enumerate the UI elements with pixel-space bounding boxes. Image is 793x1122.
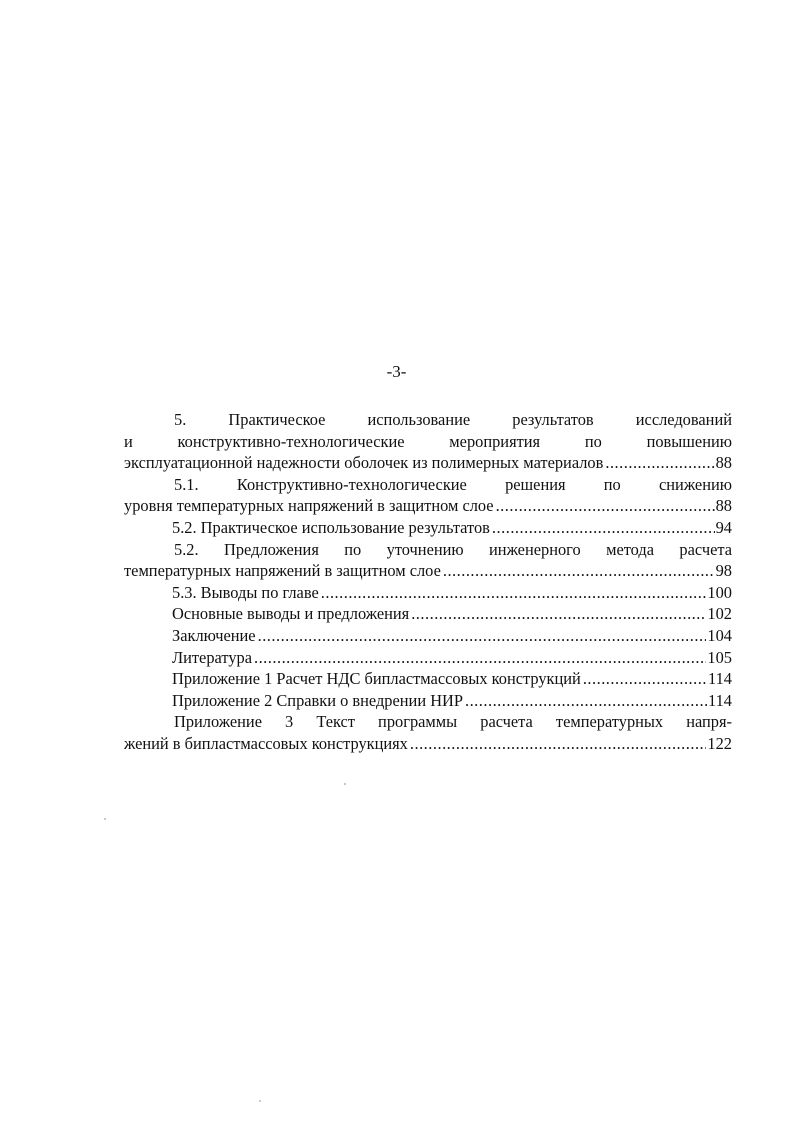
toc-entry-appendix-1[interactable] xyxy=(124,668,732,690)
dot-leader xyxy=(583,668,707,690)
toc-entry-line: 5. Практическое использование результатов исследований xyxy=(174,410,732,429)
toc-page-number: 88 xyxy=(715,453,732,473)
table-of-contents xyxy=(124,409,732,755)
toc-entry-appendix-2[interactable] xyxy=(124,690,732,712)
toc-entry-line: эксплуатационной надежности оболочек из полимерных материалов xyxy=(124,453,604,473)
toc-entry-title: 5.2. Практическое использование результатов xyxy=(172,517,490,537)
page-number: -3- xyxy=(386,362,407,381)
toc-entry-line: и конструктивно-технологические мероприятия по повышению xyxy=(124,431,732,451)
dot-leader xyxy=(605,452,714,474)
dot-leader xyxy=(410,733,707,755)
dot-leader xyxy=(496,495,715,517)
toc-entry-conclusions[interactable] xyxy=(124,603,732,625)
toc-page-number: 88 xyxy=(715,496,732,516)
scan-speck xyxy=(104,818,106,820)
toc-entry-literature[interactable] xyxy=(124,647,732,669)
toc-entry-line: жений в бипластмассовых конструкциях xyxy=(124,733,408,753)
dot-leader xyxy=(492,517,715,539)
toc-entry-5[interactable] xyxy=(124,409,732,474)
toc-entry-line: уровня температурных напряжений в защитном слое xyxy=(124,496,494,516)
dot-leader xyxy=(254,647,706,669)
toc-entry-title: Приложение 2 Справки о внедрении НИР xyxy=(172,690,463,710)
toc-page-number: 122 xyxy=(707,733,732,753)
toc-entry-5-2-usage[interactable] xyxy=(124,517,732,539)
toc-entry-title: 5.3. Выводы по главе xyxy=(172,582,319,602)
toc-entry-5-3[interactable] xyxy=(124,582,732,604)
toc-page-number: 98 xyxy=(715,561,732,581)
toc-entry-title: Приложение 1 Расчет НДС бипластмассовых конструкций xyxy=(172,669,581,689)
toc-page-number: 104 xyxy=(707,625,732,645)
toc-page-number: 102 xyxy=(707,604,732,624)
toc-page-number: 94 xyxy=(715,517,732,537)
scan-speck xyxy=(344,783,346,785)
toc-entry-line: 5.2. Предложения по уточнению инженерного метода расчета xyxy=(174,539,732,559)
toc-entry-appendix-3[interactable] xyxy=(124,711,732,754)
dot-leader xyxy=(321,582,707,604)
toc-page-number: 114 xyxy=(708,690,732,710)
toc-entry-summary[interactable] xyxy=(124,625,732,647)
scan-speck xyxy=(259,1100,261,1102)
toc-entry-line: температурных напряжений в защитном слое xyxy=(124,561,441,581)
toc-entry-title: Основные выводы и предложения xyxy=(172,604,410,624)
toc-entry-title: Литература xyxy=(172,647,252,667)
dot-leader xyxy=(258,625,707,647)
toc-page-number: 114 xyxy=(708,669,732,689)
toc-entry-line: 5.1. Конструктивно-технологические решения по снижению xyxy=(174,474,732,494)
toc-page-number: 105 xyxy=(707,647,732,667)
dot-leader xyxy=(465,690,707,712)
dot-leader xyxy=(411,603,706,625)
toc-entry-title: Заключение xyxy=(172,625,256,645)
toc-page-number: 100 xyxy=(707,582,732,602)
toc-entry-5-1[interactable] xyxy=(124,474,732,517)
toc-entry-line: Приложение 3 Текст программы расчета температурных напря- xyxy=(174,712,732,732)
toc-entry-5-2-proposals[interactable] xyxy=(124,539,732,582)
dot-leader xyxy=(443,560,715,582)
